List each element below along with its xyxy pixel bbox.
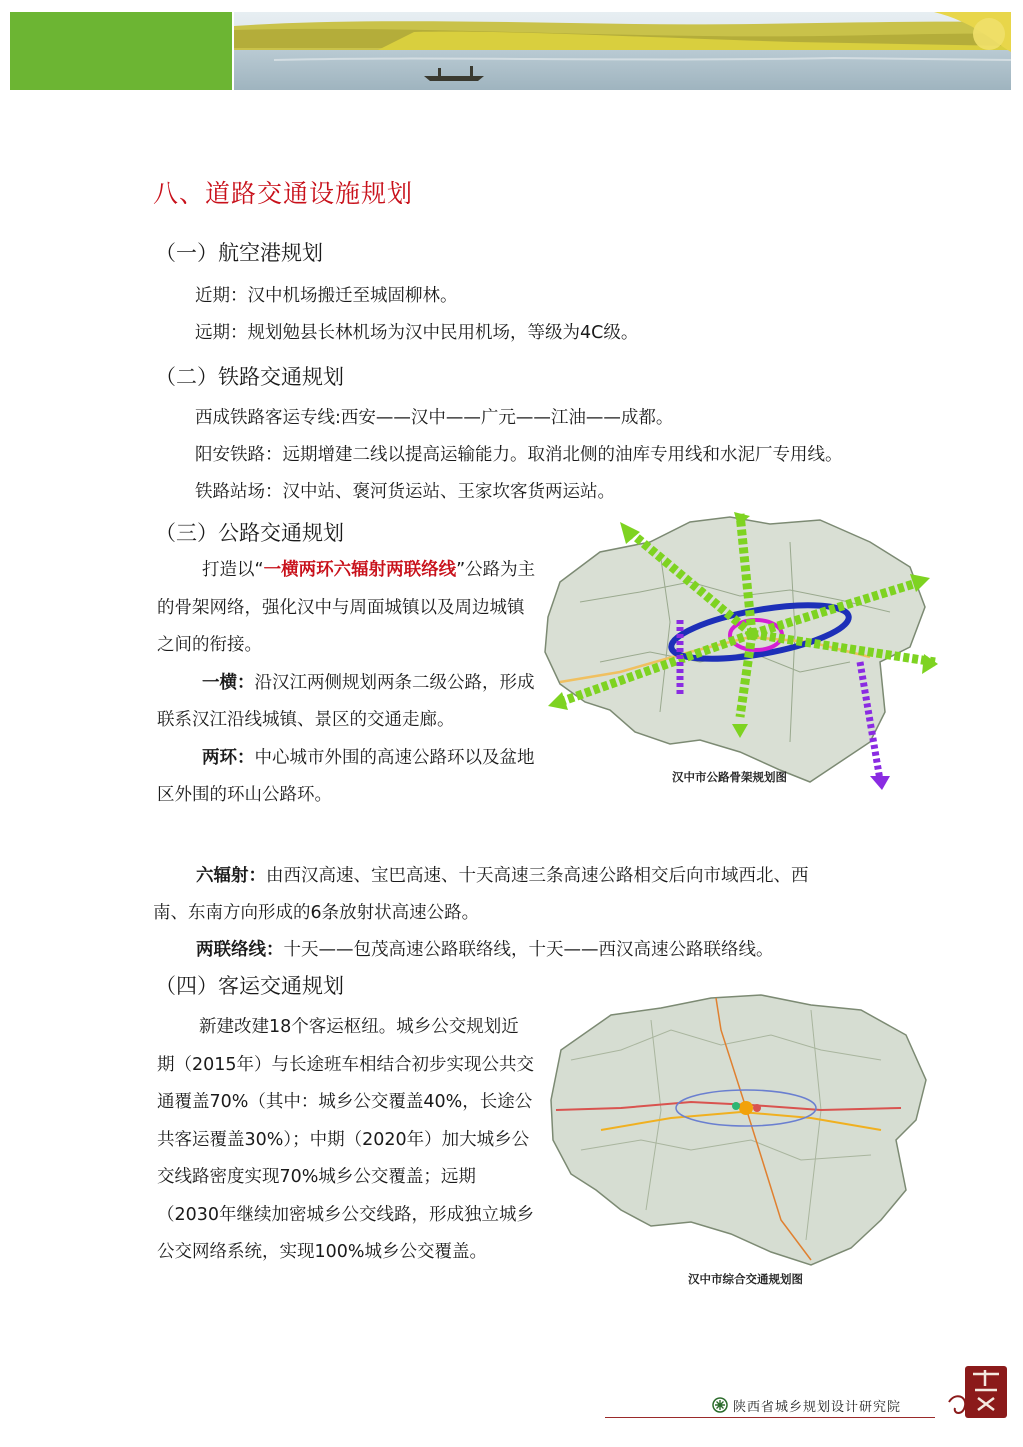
lianghuan-label: 两环： xyxy=(202,747,255,768)
railway-line-1: 西成铁路客运专线:西安——汉中——广元——江油——成都。 xyxy=(195,408,674,428)
passenger-text-block xyxy=(157,1009,535,1272)
highway-skeleton-map xyxy=(540,512,938,792)
yiheng-text: 沿汉江两侧规划两条二级公路，形成联系汉江沿线城镇、景区的交通走廊。 xyxy=(157,672,535,730)
intro-prefix: 打造以“ xyxy=(202,560,264,580)
institute-name: 陕西省城乡规划设计研究院 xyxy=(733,1400,902,1415)
railway-line-3: 铁路站场：汉中站、褒河货运站、王家坎客货两运站。 xyxy=(195,482,615,502)
passenger-paragraph: 新建改建18个客运枢纽。城乡公交规划近期（2015年）与长途班车相结合初步实现公共交通覆盖70%（其中：城乡公交覆盖40%，长途公共客运覆盖30%）；中期（2020年）加大城乡公交线路密度实现70%城乡公交覆盖；远期（2030年继续加密城乡公交线路，形成独立城乡公交网络系统，实现100%城乡公交覆盖。 xyxy=(157,1017,535,1262)
institute-logo-icon xyxy=(712,1397,728,1413)
transport-comprehensive-map xyxy=(541,990,937,1275)
page-title: 八、道路交通设施规划 xyxy=(153,179,414,208)
section-heading-highway: （三）公路交通规划 xyxy=(155,521,344,545)
liufushe-label: 六辐射： xyxy=(196,866,266,886)
highway-map-caption: 汉中市公路骨架规划图 xyxy=(672,770,787,784)
banner-landscape-photo xyxy=(234,12,1011,90)
header-banner xyxy=(10,12,1011,90)
liufushe-text-1: 由西汉高速、宝巴高速、十天高速三条高速公路相交后向市域西北、西 xyxy=(266,866,809,886)
banner-green-block xyxy=(10,12,232,90)
footer-divider xyxy=(605,1417,935,1418)
section-heading-railway: （二）铁路交通规划 xyxy=(155,365,344,389)
airport-long-term: 远期：规划勉县长林机场为汉中民用机场，等级为4C级。 xyxy=(195,323,639,343)
highway-text-block xyxy=(157,552,537,815)
yiheng-label: 一横： xyxy=(202,672,255,693)
intro-suffix: ”公路为主的骨架网络，强化汉中与周面城镇以及周边城镇之间的衔接。 xyxy=(157,560,536,655)
transport-map-caption: 汉中市综合交通规划图 xyxy=(688,1272,803,1286)
section-heading-airport: （一）航空港规划 xyxy=(155,241,323,265)
liufushe-line-1 xyxy=(196,862,809,887)
lianluo-text: 十天——包茂高速公路联络线，十天——西汉高速公路联络线。 xyxy=(283,940,774,960)
intro-highlight: 一横两环六辐射两联络线 xyxy=(263,560,457,580)
airport-near-term: 近期：汉中机场搬迁至城固柳林。 xyxy=(195,286,458,306)
liufushe-line-2: 南、东南方向形成的6条放射状高速公路。 xyxy=(153,903,480,923)
railway-line-2: 阳安铁路：远期增建二线以提高运输能力。取消北侧的油库专用线和水泥厂专用线。 xyxy=(195,445,843,465)
section-heading-passenger: （四）客运交通规划 xyxy=(155,974,344,998)
lianghuan-text: 中心城市外围的高速公路环以及盆地区外围的环山公路环。 xyxy=(157,747,535,805)
lianluo-label: 两联络线： xyxy=(196,940,284,960)
lianluo-line xyxy=(196,936,774,961)
hanzhong-seal-icon xyxy=(945,1362,1011,1424)
lianghuan-paragraph xyxy=(157,740,537,815)
highway-intro-paragraph xyxy=(157,552,537,665)
yiheng-paragraph xyxy=(157,665,537,740)
